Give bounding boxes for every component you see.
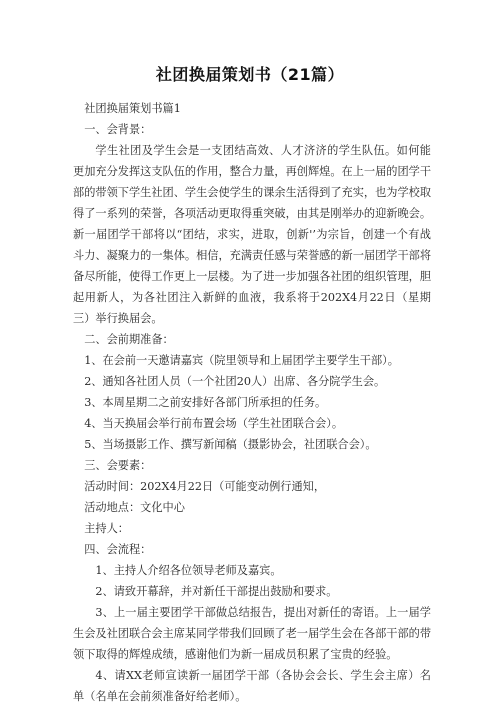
list-item: 5、当场摄影工作、撰写新闻稿（摄影协会，社团联合会）。 <box>84 438 377 451</box>
host-label: 主持人： <box>84 522 129 535</box>
document-title: 社团换届策划书（21篇） <box>155 65 345 84</box>
activity-place: 活动地点：文化中心 <box>84 501 185 514</box>
list-item: 2、请致开幕辞，并对新任干部提出鼓励和要求。 <box>95 585 338 598</box>
section-1-paragraph: 学生社团及学生会是一支团结高效、人才济济的学生队伍。如何能更加充分发挥这支队伍的作用，整合力量，再创辉煌。在上一届的团学干部的带领下学生社团、学生会使学生的课余生活得到了充实，也为学校取得了一系列的荣誉，各项活动更取得重突破，由其是刚举办的迎新晚会。新一届团学干部将以“团结，求实，进取，创新'’为宗旨，创建一个有战斗力、凝聚力的一集体。相信，充满责任感与荣誉感的新一届团学干部将备尽所能，使得工作更上一层楼。为了进一步加强各社团的组织管理，胆起用新人，为各社团注入新鲜的血液，我系将于202X4月22日（星期三）举行换届会。 <box>73 144 432 325</box>
list-item: 1、主持人介绍各位领导老师及嘉宾。 <box>95 564 282 577</box>
section-2-heading: 二、会前期准备： <box>84 333 174 346</box>
document-body <box>73 98 431 707</box>
section-3-heading: 三、会要素： <box>84 459 152 472</box>
list-item: 3、上一届主要团学干部做总结报告，提出对新任的寄语。上一届学生会及社团联合会主席某同学带我们回顾了老一届学生会在各部干部的带领下取得的辉煌成绩，感谢他们为新一届成员积累了宝贵的经验。 <box>73 606 432 661</box>
list-item: 4、当天换届会举行前布置会场（学生社团联合会）。 <box>84 417 344 430</box>
activity-time: 活动时间：202X4月22日（可能变动例行通知， <box>84 480 326 493</box>
list-item: 2、通知各社团人员（一个社团20人）出席、各分院学生会。 <box>84 375 386 388</box>
section-1-heading: 一、会背景： <box>84 123 152 136</box>
list-item: 3、本周星期二之前安排好各部门所承担的任务。 <box>84 396 327 409</box>
section-4-heading: 四、会流程： <box>84 543 152 556</box>
document-subtitle: 社团换届策划书篇1 <box>84 102 181 115</box>
list-item: 1、在会前一天邀请嘉宾（院里领导和上届团学主要学生干部）。 <box>84 354 399 367</box>
list-item: 4、请XX老师宣读新一届团学干部（各协会会长、学生会主席）名单（名单在会前须准备好给老师）。 <box>73 669 431 703</box>
